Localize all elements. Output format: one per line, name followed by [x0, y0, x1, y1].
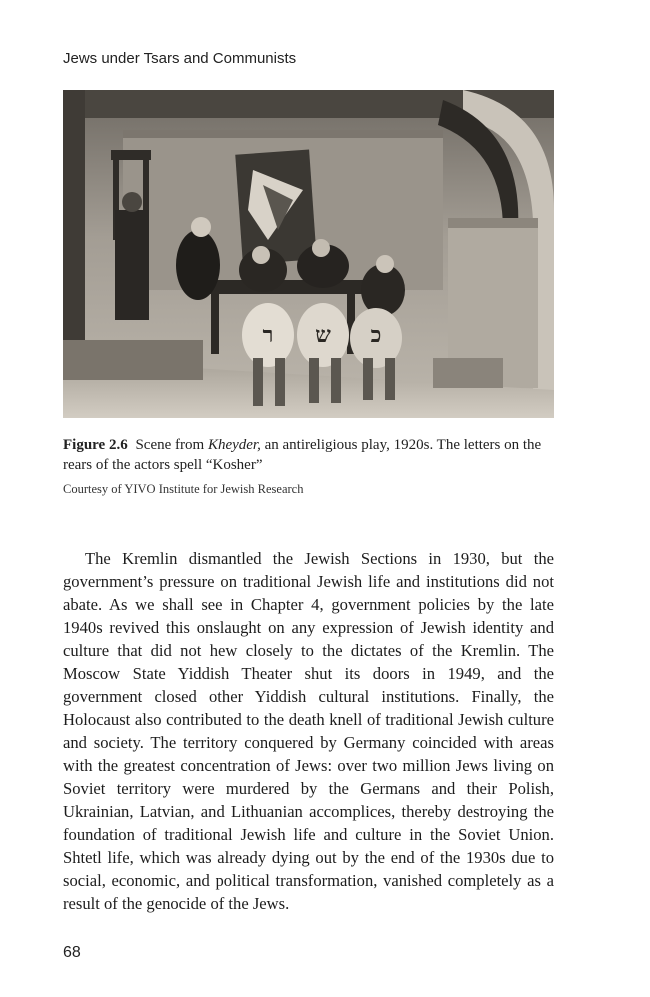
- body-paragraph: The Kremlin dismantled the Jewish Sections in 1930, but the government’s pressure on traditional Jewish life and institutions did not abate. As we shall see in Chapter 4, government policies by the late 1940s revived this onslaught on any expression of Jewish identity and culture that did not hew closely to the dictates of the Kremlin. The Moscow State Yiddish Theater shut its doors in 1949, and the government closed other Yiddish cultural institutions. Finally, the Holocaust also contributed to the death knell of traditional Jewish culture and society. The territory conquered by Germany coincided with areas with the greatest concentration of Jews: over two million Jews living on Soviet territory were murdered by the Germans and their Polish, Ukrainian, Latvian, and Lithuanian accomplices, thereby destroying the foundation of traditional Jewish life and culture in the Soviet Union. Shtetl life, which was already dying out by the end of the 1930s due to social, economic, and political transformation, vanished completely as a result of the genocide of the Jews.: [63, 549, 554, 913]
- figure-caption: [63, 435, 554, 475]
- page-number: 68: [63, 944, 81, 961]
- figure-label: Figure 2.6: [63, 437, 128, 453]
- figure-credit: Courtesy of YIVO Institute for Jewish Research: [63, 482, 304, 496]
- caption-text-post: an antireligious play, 1920s. The letters on the rears of the actors spell “Kosher”: [63, 437, 542, 473]
- caption-text-pre: Scene from: [135, 437, 208, 453]
- figure-photo: [63, 90, 554, 418]
- theater-scene-photo: [63, 90, 554, 418]
- photo-letter-2: ש: [315, 322, 331, 348]
- photo-letter-3: כ: [370, 322, 382, 348]
- photo-letter-1: ר: [262, 322, 274, 348]
- running-head: Jews under Tsars and Communists: [63, 50, 297, 67]
- caption-play-title: Kheyder,: [207, 437, 261, 453]
